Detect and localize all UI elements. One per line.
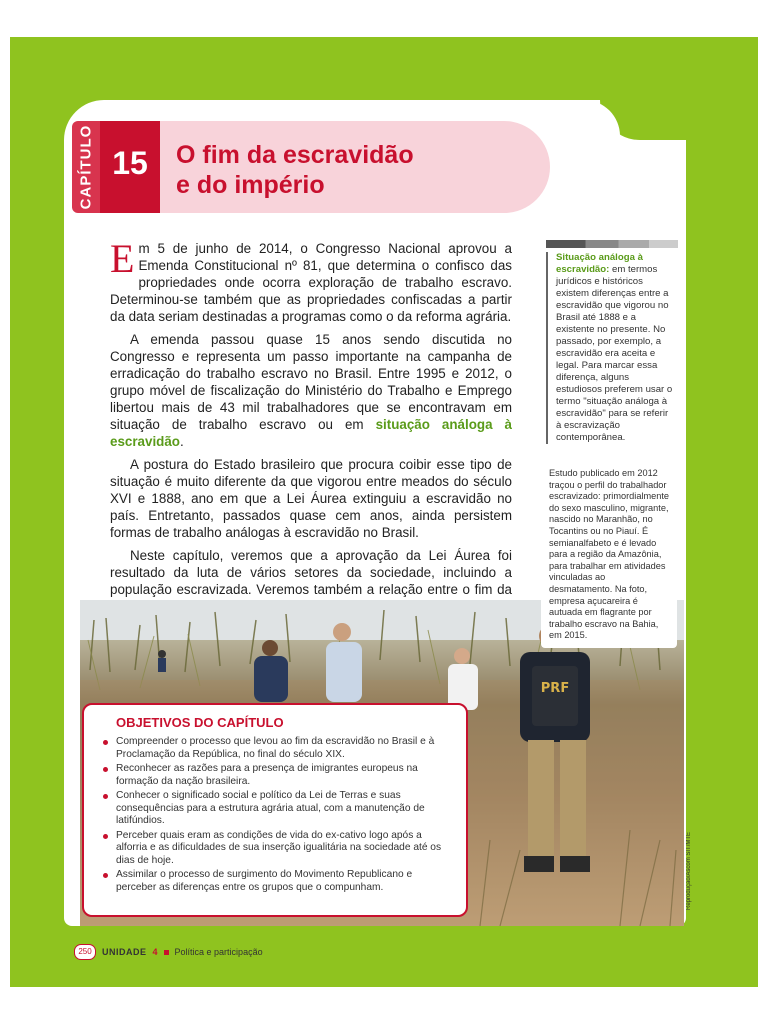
chapter-title [176, 140, 536, 200]
chapter-title-line1: O fim da escravidão [176, 141, 414, 169]
glossary-term-link[interactable]: situação análoga à escravidão [110, 417, 512, 449]
chapter-objectives-box [82, 703, 468, 917]
glossary-header-bar [546, 240, 678, 248]
page-number: 250 [74, 944, 96, 960]
photo-credit: Reprodução/Ascom SIT/MTE [686, 831, 692, 910]
paragraph-3: A postura do Estado brasileiro que procura coibir esse tipo de situação é muito diferente da que vigorou entre meados do século XVI e 1888, ano em que a Lei Áurea extinguiu a escravidão no país. Entretanto, passados quase cem anos, ainda persistem formas de trabalho análogas à escravidão no Brasil. [110, 457, 512, 540]
chapter-label: CAPÍTULO [77, 124, 95, 210]
objective-item: Assimilar o processo de surgimento do Movimento Republicano e perceber as diferenças entre os grupos que o compunham. [116, 869, 454, 894]
vest-text: PRF [540, 681, 570, 696]
separator-square-icon [164, 950, 169, 955]
drop-cap: E [110, 236, 135, 281]
unit-label: UNIDADE [102, 947, 147, 957]
paragraph-4: Neste capítulo, veremos que a aprovação da Lei Áurea foi resultado da luta de vários setores da sociedade, incluindo a população escravizada. Veremos também a relação entre o fim da [110, 548, 512, 597]
paragraph-2-end: . [179, 434, 184, 449]
glossary-box [546, 252, 676, 444]
paragraph-2-text: A emenda passou quase 15 anos sendo discutida no Congresso e representa um passo importante na campanha de erradicação do trabalho escravo no Brasil. Entre 1995 e 2012, o grupo móvel de fiscalização do Ministério do Trabalho e Emprego libertou mais de 43 mil trabalhadores que se encontravam em situação de trabalho escravo ou em [110, 332, 512, 432]
unit-number: 4 [152, 947, 158, 957]
main-text [110, 236, 512, 621]
unit-title: Política e participação [174, 947, 263, 957]
glossary-term: Situação análoga à escravidão: [556, 252, 643, 275]
objective-item: Reconhecer as razões para a presença de imigrantes europeus na formação da nação brasileira. [116, 763, 454, 788]
paragraph-2 [110, 331, 512, 450]
chapter-number: 15 [112, 145, 148, 181]
chapter-title-line2: e do império [176, 171, 325, 199]
objective-item: Perceber quais eram as condições de vida do ex-cativo logo após a alforria e as dificuldades de sua inserção igualitária na sociedade até os dias de hoje. [116, 830, 454, 868]
chapter-label-strip [72, 121, 100, 213]
photo-caption: Estudo publicado em 2012 traçou o perfil do trabalhador escravizado: primordialmente do sexo masculino, migrante, nascido no Maranhão, no Tocantins ou no Piauí. É semianalfabeto e é levado para a região da Amazônia, para trabalhar em atividades vinculadas ao desmatamento. Na foto, empresa açucareira é autuada em flagrante por trabalho escravo na Bahia, em 2015. [541, 462, 677, 648]
page-footer [74, 944, 263, 960]
paragraph-1 [110, 236, 512, 325]
objectives-list [96, 736, 454, 894]
glossary-definition: em termos jurídicos e históricos existem diferenças entre a escravidão que vigorou no Brasil até 1888 e a existente no presente. No passado, por exemplo, a escravidão era aceita e legal. Para marcar essa diferença, alguns estudiosos preferem usar o termo "situação análoga à escravidão" para se referir à escravização contemporânea. [556, 264, 673, 443]
objectives-title: OBJETIVOS DO CAPÍTULO [116, 715, 284, 730]
paragraph-1-text: m 5 de junho de 2014, o Congresso Nacional aprovou a Emenda Constitucional nº 81, que determina o confisco das propriedades onde ocorra exploração de trabalho escravo. Determinou-se também que as propriedades confiscadas a partir da data seriam destinadas a programas como o da reforma agrária. [110, 241, 512, 324]
objective-item: Compreender o processo que levou ao fim da escravidão no Brasil e à Proclamação da República, no final do século XIX. [116, 736, 454, 761]
objective-item: Conhecer o significado social e político da Lei de Terras e suas consequências para a estrutura agrária atual, com a manutenção de latifúndios. [116, 790, 454, 828]
chapter-number-box [100, 121, 160, 213]
